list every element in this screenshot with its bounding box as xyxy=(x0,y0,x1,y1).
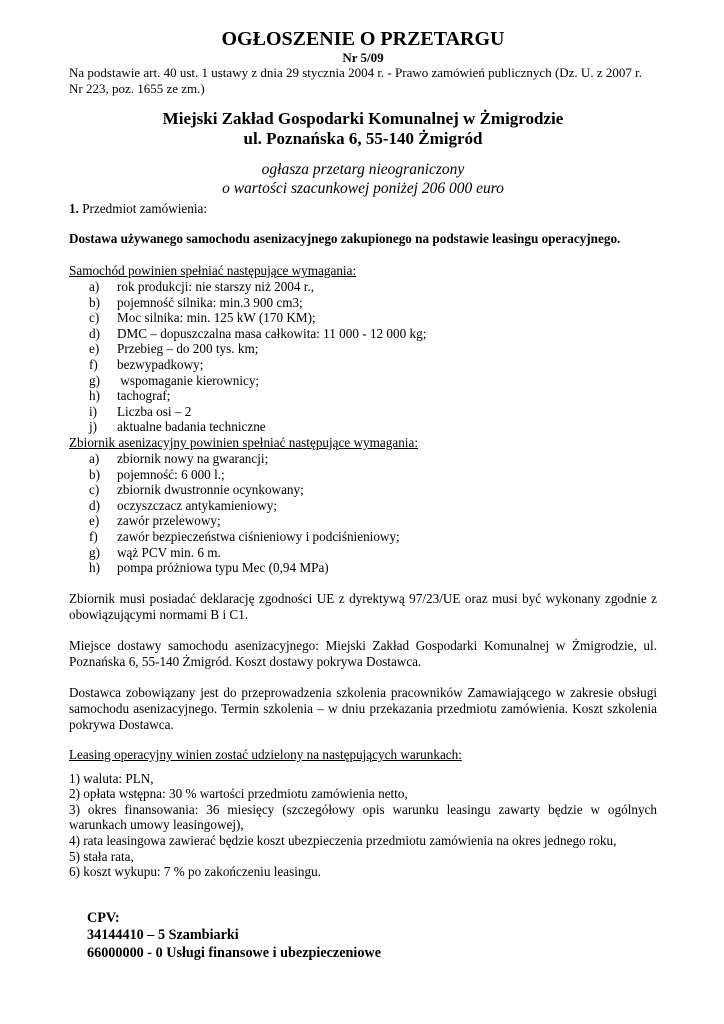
vehicle-requirements-heading: Samochód powinien spełniać następujące wymagania: xyxy=(69,263,357,278)
vehicle-requirements-list xyxy=(69,279,657,435)
list-item: g) wąż PCV min. 6 m. xyxy=(89,544,221,560)
subject-label-line xyxy=(69,201,657,217)
list-item: d) oczyszczacz antykamieniowy; xyxy=(89,497,278,513)
delivery-paragraph: Miejsce dostawy samochodu asenizacyjnego: Miejski Zakład Gospodarki Komunalnej w Żmigrodzie, ul. Poznańska 6, 55-140 Żmigród. Koszt dostawy pokrywa Dostawca. xyxy=(69,637,657,669)
list-item: f) zawór bezpieczeństwa ciśnieniowy i podciśnieniowy; xyxy=(89,528,400,544)
list-item: i) Liczba osi – 2 xyxy=(89,403,192,419)
document-page xyxy=(69,28,657,962)
list-item: e) zawór przelewowy; xyxy=(89,513,221,529)
list-item: h) tachograf; xyxy=(89,388,171,404)
subject-label: Przedmiot zamówienia: xyxy=(82,201,208,216)
leasing-heading: Leasing operacyjny winien zostać udzielony na następujących warunkach: xyxy=(69,746,462,762)
organizer-address: ul. Poznańska 6, 55-140 Żmigród xyxy=(243,129,483,148)
announcement-number: Nr 5/09 xyxy=(342,50,384,65)
list-item: g) wspomaganie kierownicy; xyxy=(89,372,260,388)
announcement-type: ogłasza przetarg nieograniczony xyxy=(261,161,465,178)
leasing-conditions-list xyxy=(69,771,657,880)
list-item: e) Przebieg – do 200 tys. km; xyxy=(89,341,259,357)
cpv-label: CPV: xyxy=(87,909,120,926)
list-item: 1) waluta: PLN, xyxy=(69,770,154,786)
list-item: d) DMC – dopuszczalna masa całkowita: 11 000 - 12 000 kg; xyxy=(89,325,427,341)
list-item: a) rok produkcji: nie starszy niż 2004 r., xyxy=(89,279,315,294)
list-item: h) pompa próżniowa typu Mec (0,94 MPa) xyxy=(89,560,329,576)
announcement-value: o wartości szacunkowej poniżej 206 000 euro xyxy=(222,180,504,197)
legal-basis: Na podstawie art. 40 ust. 1 ustawy z dnia 29 stycznia 2004 r. - Prawo zamówień publicznych (Dz. U. z 2007 r. Nr 223, poz. 1655 ze zm.) xyxy=(69,65,642,96)
list-item: b) pojemność silnika: min.3 900 cm3; xyxy=(89,294,303,310)
page-title: OGŁOSZENIE O PRZETARGU xyxy=(221,28,505,50)
list-item: 6) koszt wykupu: 7 % po zakończeniu leasingu. xyxy=(69,864,321,880)
list-item: c) zbiornik dwustronnie ocynkowany; xyxy=(89,482,304,498)
cpv-code: 34144410 – 5 Szambiarki xyxy=(87,927,239,944)
tank-requirements-heading: Zbiornik asenizacyjny powinien spełniać następujące wymagania: xyxy=(69,434,418,450)
organizer-name: Miejski Zakład Gospodarki Komunalnej w Żmigrodzie xyxy=(162,109,564,128)
list-item: a) zbiornik nowy na gwarancji; xyxy=(89,450,269,466)
list-item: 5) stała rata, xyxy=(69,848,134,864)
tank-requirements-list xyxy=(69,451,657,576)
list-item: c) Moc silnika: min. 125 kW (170 KM); xyxy=(89,310,316,326)
training-paragraph: Dostawca zobowiązany jest do przeprowadzenia szkolenia pracowników Zamawiającego w zakresie obsługi samochodu asenizacyjnego. Termin szkolenia – w dniu przekazania przedmiotu zamówienia. Koszt szkolenia pokrywa Dostawca. xyxy=(69,684,657,732)
list-item: 4) rata leasingowa zawierać będzie koszt ubezpieczenia przedmiotu zamówienia na okres jednego roku, xyxy=(69,833,617,849)
list-item: 2) opłata wstępna: 30 % wartości przedmiotu zamówienia netto, xyxy=(69,786,408,802)
list-item: j) aktualne badania techniczne xyxy=(89,419,266,435)
list-item: 3) okres finansowania: 36 miesięcy (szczegółowy opis warunku leasingu zawarty będzie w ogólnych warunkach umowy leasingowej), xyxy=(69,801,657,833)
subject-title: Dostawa używanego samochodu asenizacyjnego zakupionego na podstawie leasingu operacyjnego. xyxy=(69,231,621,246)
section-number: 1. xyxy=(69,201,79,216)
cpv-code: 66000000 - 0 Usługi finansowe i ubezpieczeniowe xyxy=(87,944,381,961)
cpv-section xyxy=(87,910,657,963)
list-item: b) pojemność: 6 000 l.; xyxy=(89,466,225,482)
declaration-paragraph: Zbiornik musi posiadać deklarację zgodności UE z dyrektywą 97/23/UE oraz musi być wykonany zgodnie z obowiązującymi normami B i C1. xyxy=(69,590,657,622)
list-item: f) bezwypadkowy; xyxy=(89,356,204,372)
